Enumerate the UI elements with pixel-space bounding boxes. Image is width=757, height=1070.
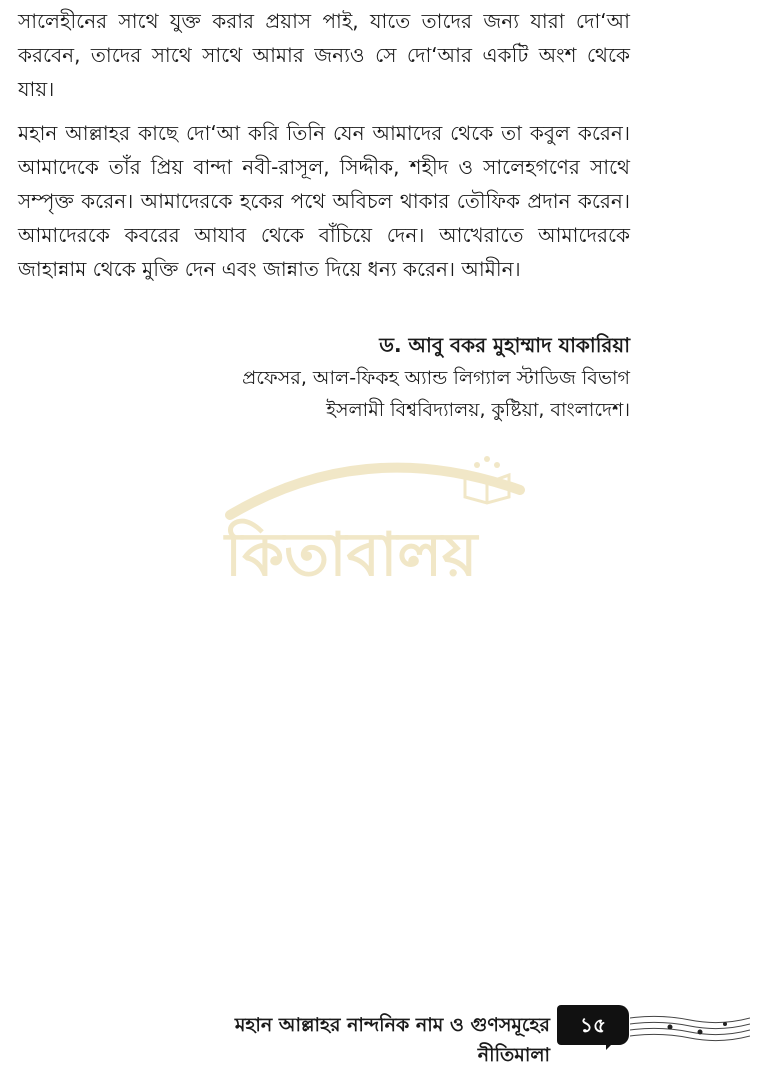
watermark-logo: [215, 445, 545, 595]
footer-ornament-icon: [630, 1012, 750, 1042]
author-title: প্রফেসর, আল-ফিকহ অ্যান্ড লিগ্যাল স্টাডিজ বিভাগ: [242, 367, 630, 389]
watermark-text: কিতাবালয়: [225, 520, 478, 590]
author-institution: ইসলামী বিশ্ববিদ্যালয়, কুষ্টিয়া, বাংলাদেশ।: [326, 399, 630, 421]
page-number-badge: ১৫: [557, 1005, 629, 1045]
footer-book-title: মহান আল্লাহর নান্দনিক নাম ও গুণসমূহের নীতিমালা: [234, 1014, 550, 1066]
paragraph-2: মহান আল্লাহর কাছে দো‘আ করি তিনি যেন আমাদের থেকে তা কবুল করেন। আমাদেকে তাঁর প্রিয় বান্দা নবী-রাসূল, সিদ্দীক, শহীদ ও সালেহগণের সাথে সম্পৃক্ত করেন। আমাদেরকে হকের পথে অবিচল থাকার তৌফিক প্রদান করেন। আমাদেরকে কবরের আযাব থেকে বাঁচিয়ে দেন। আখেরাতে আমাদেরকে জাহান্নাম থেকে মুক্তি দেন এবং জান্নাত দিয়ে ধন্য করেন। আমীন।: [18, 121, 630, 281]
author-name: ড. আবু বকর মুহাম্মাদ যাকারিয়া: [379, 333, 630, 357]
badge-tail: [606, 1040, 616, 1050]
paragraph-1: সালেহীনের সাথে যুক্ত করার প্রয়াস পাই, যাতে তাদের জন্য যারা দো‘আ করবেন, তাদের সাথে সাথে আমার জন্যও সে দো‘আর একটি অংশ থেকে যায়।: [18, 9, 630, 101]
